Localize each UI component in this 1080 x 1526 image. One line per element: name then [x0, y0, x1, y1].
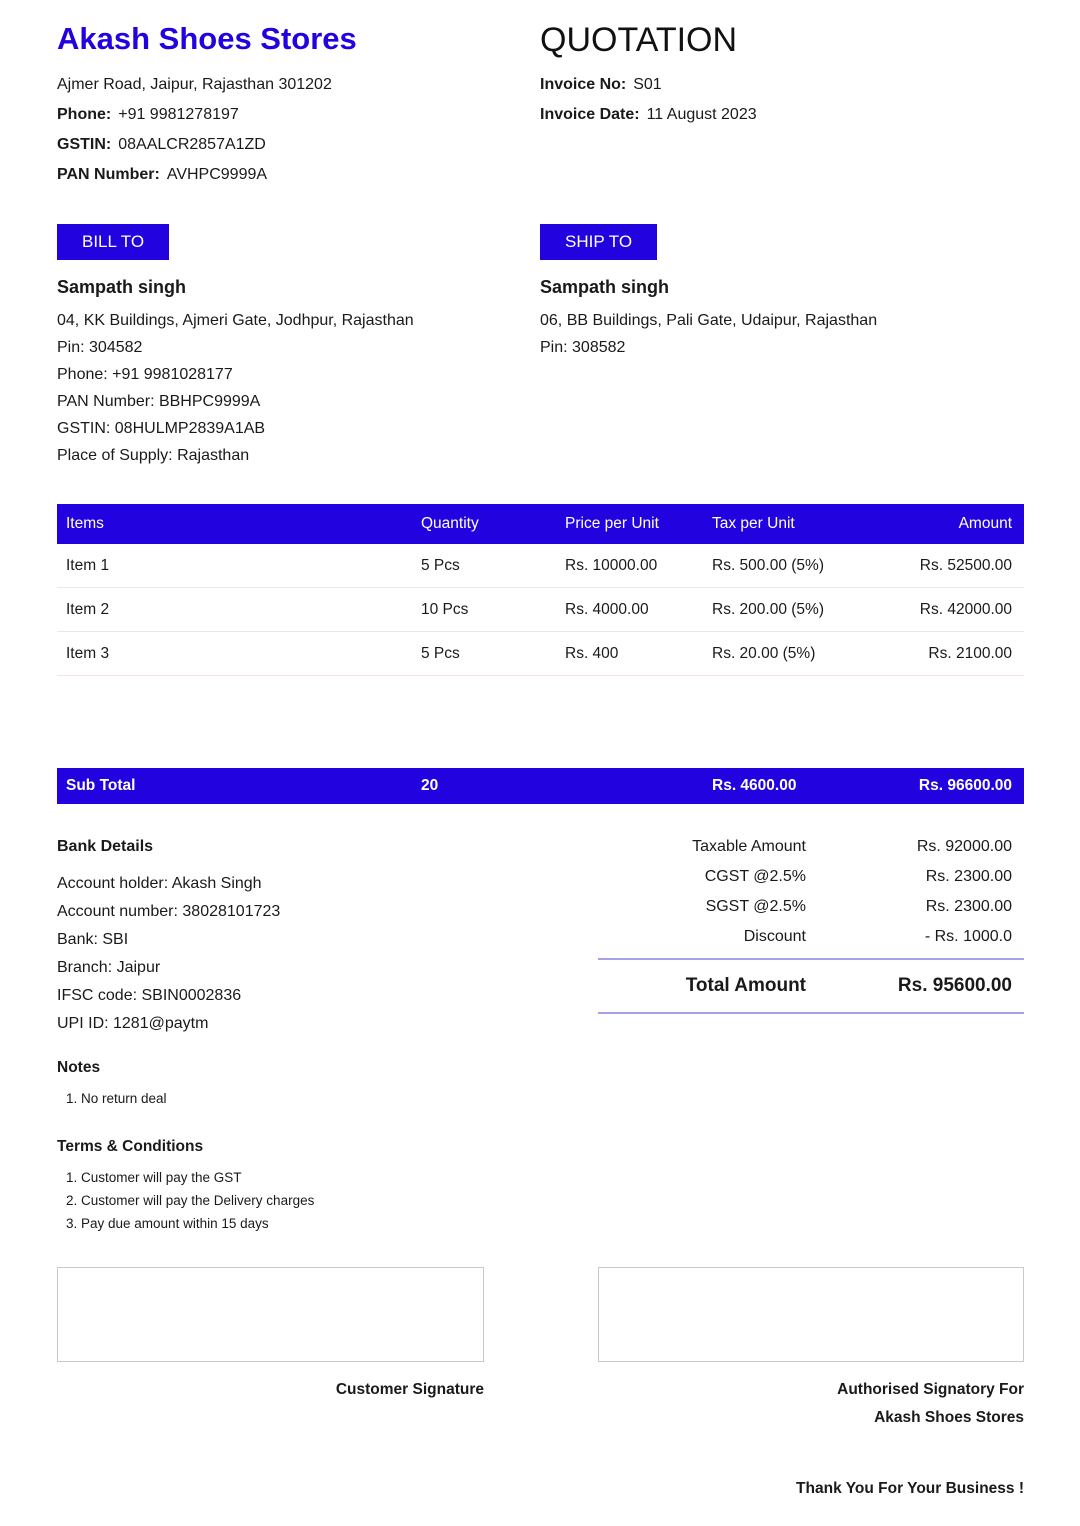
sgst-row	[598, 898, 1024, 916]
col-header-tax-per-unit: Tax per Unit	[712, 515, 795, 532]
parties-section	[57, 224, 1024, 474]
seller-address: Ajmer Road, Jaipur, Rajasthan 301202	[57, 76, 332, 93]
taxable-amount-row	[598, 838, 1024, 856]
col-header-amount: Amount	[958, 515, 1012, 532]
invoice-date-label: Invoice Date:	[540, 106, 640, 123]
note-item: 1. No return deal	[81, 1091, 1024, 1106]
item-tax: Rs. 200.00 (5%)	[712, 600, 824, 618]
bill-to-pin: Pin: 304582	[57, 339, 143, 356]
item-quantity: 10 Pcs	[421, 600, 469, 618]
discount-row	[598, 928, 1024, 946]
item-name: Item 3	[66, 644, 110, 662]
item-quantity: 5 Pcs	[421, 644, 460, 662]
cgst-value: Rs. 2300.00	[925, 868, 1012, 885]
bank-account-holder: Account holder: Akash Singh	[57, 875, 262, 892]
item-amount: Rs. 42000.00	[919, 600, 1012, 618]
seller-gstin	[57, 136, 540, 153]
notes-section	[57, 1059, 1024, 1106]
bank-branch: Branch: Jaipur	[57, 959, 161, 976]
seller-gstin-label: GSTIN:	[57, 136, 112, 153]
item-price: Rs. 10000.00	[565, 556, 658, 574]
totals-divider-bottom	[598, 1012, 1024, 1014]
bill-to-place-of-supply: Place of Supply: Rajasthan	[57, 447, 250, 464]
thank-you-message: Thank You For Your Business !	[796, 1480, 1024, 1497]
item-tax: Rs. 500.00 (5%)	[712, 556, 824, 574]
col-header-price-per-unit: Price per Unit	[565, 515, 659, 532]
item-price: Rs. 4000.00	[565, 600, 649, 618]
table-row	[57, 632, 1024, 676]
discount-value: - Rs. 1000.0	[924, 928, 1012, 945]
seller-name: Akash Shoes Stores	[57, 21, 357, 56]
terms-section	[57, 1138, 1024, 1231]
subtotal-tax: Rs. 4600.00	[712, 777, 797, 794]
term-item: 1. Customer will pay the GST	[81, 1170, 1024, 1185]
cgst-label: CGST @2.5%	[704, 868, 806, 885]
subtotal-label: Sub Total	[66, 777, 136, 794]
signatures-section	[57, 1267, 1024, 1426]
total-amount-label: Total Amount	[685, 975, 806, 996]
bank-details-heading: Bank Details	[57, 838, 154, 855]
total-amount-value: Rs. 95600.00	[897, 975, 1012, 996]
bank-details-block	[57, 838, 540, 1043]
col-header-items: Items	[66, 515, 104, 532]
notes-heading: Notes	[57, 1059, 101, 1076]
bill-to-pan: PAN Number: BBHPC9999A	[57, 393, 261, 410]
term-item: 3. Pay due amount within 15 days	[81, 1216, 1024, 1231]
terms-heading: Terms & Conditions	[57, 1138, 204, 1155]
items-table-header	[57, 504, 1024, 544]
authorised-company-name: Akash Shoes Stores	[874, 1409, 1024, 1426]
seller-info	[57, 20, 540, 196]
term-item: 2. Customer will pay the Delivery charges	[81, 1193, 1024, 1208]
invoice-number	[540, 76, 1024, 93]
item-quantity: 5 Pcs	[421, 556, 460, 574]
ship-to-name: Sampath singh	[540, 277, 670, 297]
subtotal-row	[57, 768, 1024, 804]
bill-to-block	[57, 224, 540, 474]
document-meta	[540, 20, 1024, 196]
col-header-quantity: Quantity	[421, 515, 479, 532]
subtotal-quantity: 20	[421, 777, 439, 794]
bank-ifsc: IFSC code: SBIN0002836	[57, 987, 242, 1004]
total-amount-row	[598, 960, 1024, 1012]
bill-to-badge: BILL TO	[57, 224, 169, 260]
item-amount: Rs. 52500.00	[919, 556, 1012, 574]
authorised-signature-block	[598, 1267, 1024, 1426]
document-title: QUOTATION	[540, 21, 738, 59]
cgst-row	[598, 868, 1024, 886]
invoice-number-value: S01	[633, 76, 662, 93]
taxable-amount-value: Rs. 92000.00	[916, 838, 1012, 855]
bill-to-gstin: GSTIN: 08HULMP2839A1AB	[57, 420, 266, 437]
item-name: Item 2	[66, 600, 110, 618]
ship-to-badge: SHIP TO	[540, 224, 657, 260]
bill-to-phone: Phone: +91 9981028177	[57, 366, 233, 383]
notes-list	[57, 1091, 1024, 1106]
bank-and-totals-section	[57, 838, 1024, 1043]
item-name: Item 1	[66, 556, 110, 574]
table-row	[57, 588, 1024, 632]
invoice-date-value: 11 August 2023	[646, 106, 757, 123]
customer-signature-block	[57, 1267, 484, 1426]
sgst-value: Rs. 2300.00	[925, 898, 1012, 915]
seller-pan-label: PAN Number:	[57, 166, 160, 183]
item-price: Rs. 400	[565, 644, 619, 662]
ship-to-pin: Pin: 308582	[540, 339, 626, 356]
seller-phone	[57, 106, 540, 123]
bank-upi: UPI ID: 1281@paytm	[57, 1015, 209, 1032]
bank-name: Bank: SBI	[57, 931, 129, 948]
ship-to-block	[540, 224, 1024, 474]
bank-account-number: Account number: 38028101723	[57, 903, 281, 920]
totals-block	[598, 838, 1024, 1043]
taxable-amount-label: Taxable Amount	[692, 838, 806, 855]
seller-gstin-value: 08AALCR2857A1ZD	[118, 136, 266, 153]
customer-signature-box	[57, 1267, 484, 1362]
items-table	[57, 504, 1024, 676]
ship-to-address: 06, BB Buildings, Pali Gate, Udaipur, Rajasthan	[540, 312, 878, 329]
seller-pan	[57, 166, 540, 183]
discount-label: Discount	[743, 928, 806, 945]
customer-signature-label: Customer Signature	[335, 1381, 484, 1398]
invoice-number-label: Invoice No:	[540, 76, 627, 93]
authorised-signatory-label: Authorised Signatory For	[837, 1381, 1024, 1398]
document-header	[57, 20, 1024, 196]
seller-phone-value: +91 9981278197	[118, 106, 239, 123]
item-tax: Rs. 20.00 (5%)	[712, 644, 816, 662]
seller-pan-value: AVHPC9999A	[166, 166, 268, 183]
bill-to-name: Sampath singh	[57, 277, 187, 297]
sgst-label: SGST @2.5%	[705, 898, 806, 915]
item-amount: Rs. 2100.00	[928, 644, 1012, 662]
authorised-signature-box	[598, 1267, 1024, 1362]
subtotal-amount: Rs. 96600.00	[918, 777, 1012, 794]
table-row	[57, 544, 1024, 588]
bill-to-address: 04, KK Buildings, Ajmeri Gate, Jodhpur, Rajasthan	[57, 312, 414, 329]
seller-phone-label: Phone:	[57, 106, 112, 123]
terms-list	[57, 1170, 1024, 1231]
invoice-date	[540, 106, 1024, 123]
